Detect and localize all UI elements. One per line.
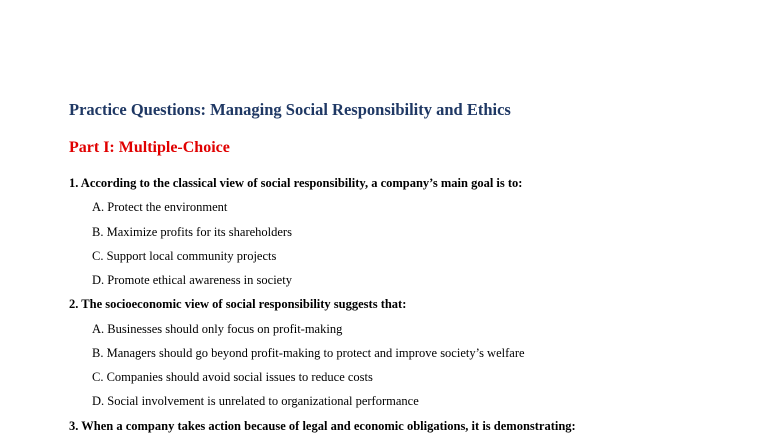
question-1-option-b: B. Maximize profits for its shareholders — [92, 225, 292, 239]
question-2-option-a: A. Businesses should only focus on profit-making — [92, 322, 343, 336]
question-2-option-d: D. Social involvement is unrelated to organizational performance — [92, 394, 419, 408]
question-3: 3. When a company takes action because of legal and economic obligations, it is demonstrating: — [69, 419, 576, 433]
question-2: 2. The socioeconomic view of social responsibility suggests that: — [69, 297, 407, 311]
question-2-option-b: B. Managers should go beyond profit-making to protect and improve society’s welfare — [92, 346, 525, 360]
question-1: 1. According to the classical view of social responsibility, a company’s main goal is to: — [69, 176, 523, 190]
question-1-option-d: D. Promote ethical awareness in society — [92, 273, 292, 287]
question-1-option-a: A. Protect the environment — [92, 200, 228, 214]
section-heading: Part I: Multiple-Choice — [69, 139, 230, 156]
question-2-option-c: C. Companies should avoid social issues to reduce costs — [92, 370, 373, 384]
question-1-option-c: C. Support local community projects — [92, 249, 277, 263]
document-title: Practice Questions: Managing Social Responsibility and Ethics — [69, 100, 511, 119]
